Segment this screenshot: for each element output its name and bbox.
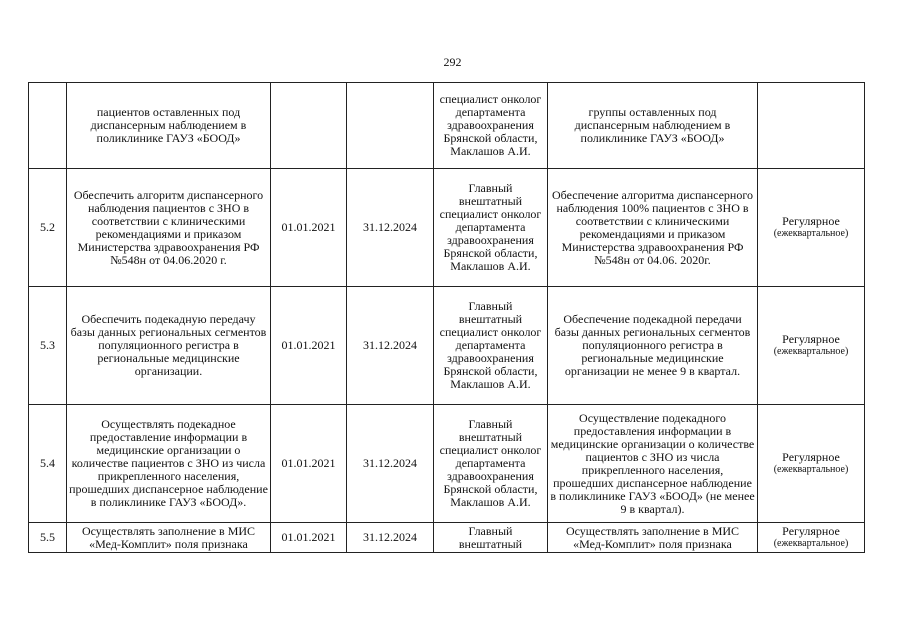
table-row xyxy=(29,83,865,169)
frequency-label: Регулярное xyxy=(782,332,840,346)
responsible-person: Главный внештатный специалист онколог департамента здравоохранения Брянской области, Маклашов А.И. xyxy=(434,405,548,523)
end-date: 31.12.2024 xyxy=(347,523,434,553)
start-date: 01.01.2021 xyxy=(271,287,347,405)
table-row xyxy=(29,287,865,405)
frequency-note: (ежеквартальное) xyxy=(773,228,849,239)
plan-table xyxy=(28,82,865,553)
expected-result: Осуществлять заполнение в МИС «Мед-Комплит» поля признака xyxy=(548,523,758,553)
frequency-note: (ежеквартальное) xyxy=(773,538,849,549)
task-text: Обеспечить подекадную передачу базы данных региональных сегментов популяционного регистра в региональные медицинские организации. xyxy=(67,287,271,405)
task-text: Осуществлять заполнение в МИС «Мед-Комплит» поля признака xyxy=(67,523,271,553)
expected-result: Обеспечение алгоритма диспансерного наблюдения 100% пациентов с ЗНО в соответствии с клиническими рекомендациями и приказом Министерства здравоохранения РФ №548н от 04.06. 2020г. xyxy=(548,169,758,287)
frequency xyxy=(758,287,865,405)
end-date: 31.12.2024 xyxy=(347,169,434,287)
frequency xyxy=(758,83,865,169)
responsible-person: специалист онколог департамента здравоохранения Брянской области, Маклашов А.И. xyxy=(434,83,548,169)
start-date: 01.01.2021 xyxy=(271,405,347,523)
table-row xyxy=(29,523,865,553)
task-text: пациентов оставленных под диспансерным наблюдением в поликлинике ГАУЗ «БООД» xyxy=(67,83,271,169)
start-date: 01.01.2021 xyxy=(271,169,347,287)
frequency xyxy=(758,523,865,553)
expected-result: Осуществление подекадного предоставления информации в медицинские организации о количестве пациентов с ЗНО из числа прикрепленного населения, прошедших диспансерное наблюдение в поликлинике ГАУЗ «БООД» (не менее 9 в квартал). xyxy=(548,405,758,523)
frequency-label: Регулярное xyxy=(782,524,840,538)
task-text: Осуществлять подекадное предоставление информации в медицинские организации о количестве пациентов с ЗНО из числа прикрепленного населения, прошедших диспансерное наблюдение в поликлинике ГАУЗ «БООД». xyxy=(67,405,271,523)
row-number: 5.3 xyxy=(29,287,67,405)
responsible-person: Главный внештатный специалист онколог департамента здравоохранения Брянской области, Маклашов А.И. xyxy=(434,287,548,405)
row-number: 5.5 xyxy=(29,523,67,553)
frequency-label: Регулярное xyxy=(782,214,840,228)
end-date xyxy=(347,83,434,169)
frequency xyxy=(758,169,865,287)
page-number: 292 xyxy=(443,55,462,69)
row-number: 5.2 xyxy=(29,169,67,287)
frequency xyxy=(758,405,865,523)
start-date xyxy=(271,83,347,169)
frequency-label: Регулярное xyxy=(782,450,840,464)
row-number: 5.4 xyxy=(29,405,67,523)
table-row xyxy=(29,169,865,287)
start-date: 01.01.2021 xyxy=(271,523,347,553)
frequency-note: (ежеквартальное) xyxy=(773,464,849,475)
task-text: Обеспечить алгоритм диспансерного наблюдения пациентов с ЗНО в соответствии с клиническими рекомендациями и приказом Министерства здравоохранения РФ №548н от 04.06.2020 г. xyxy=(67,169,271,287)
expected-result: Обеспечение подекадной передачи базы данных региональных сегментов популяционного регистра в региональные медицинские организации не менее 9 в квартал. xyxy=(548,287,758,405)
table-row xyxy=(29,405,865,523)
responsible-person: Главный внештатный xyxy=(434,523,548,553)
responsible-person: Главный внештатный специалист онколог департамента здравоохранения Брянской области, Маклашов А.И. xyxy=(434,169,548,287)
frequency-note: (ежеквартальное) xyxy=(773,346,849,357)
end-date: 31.12.2024 xyxy=(347,405,434,523)
expected-result: группы оставленных под диспансерным наблюдением в поликлинике ГАУЗ «БООД» xyxy=(548,83,758,169)
end-date: 31.12.2024 xyxy=(347,287,434,405)
row-number xyxy=(29,83,67,169)
